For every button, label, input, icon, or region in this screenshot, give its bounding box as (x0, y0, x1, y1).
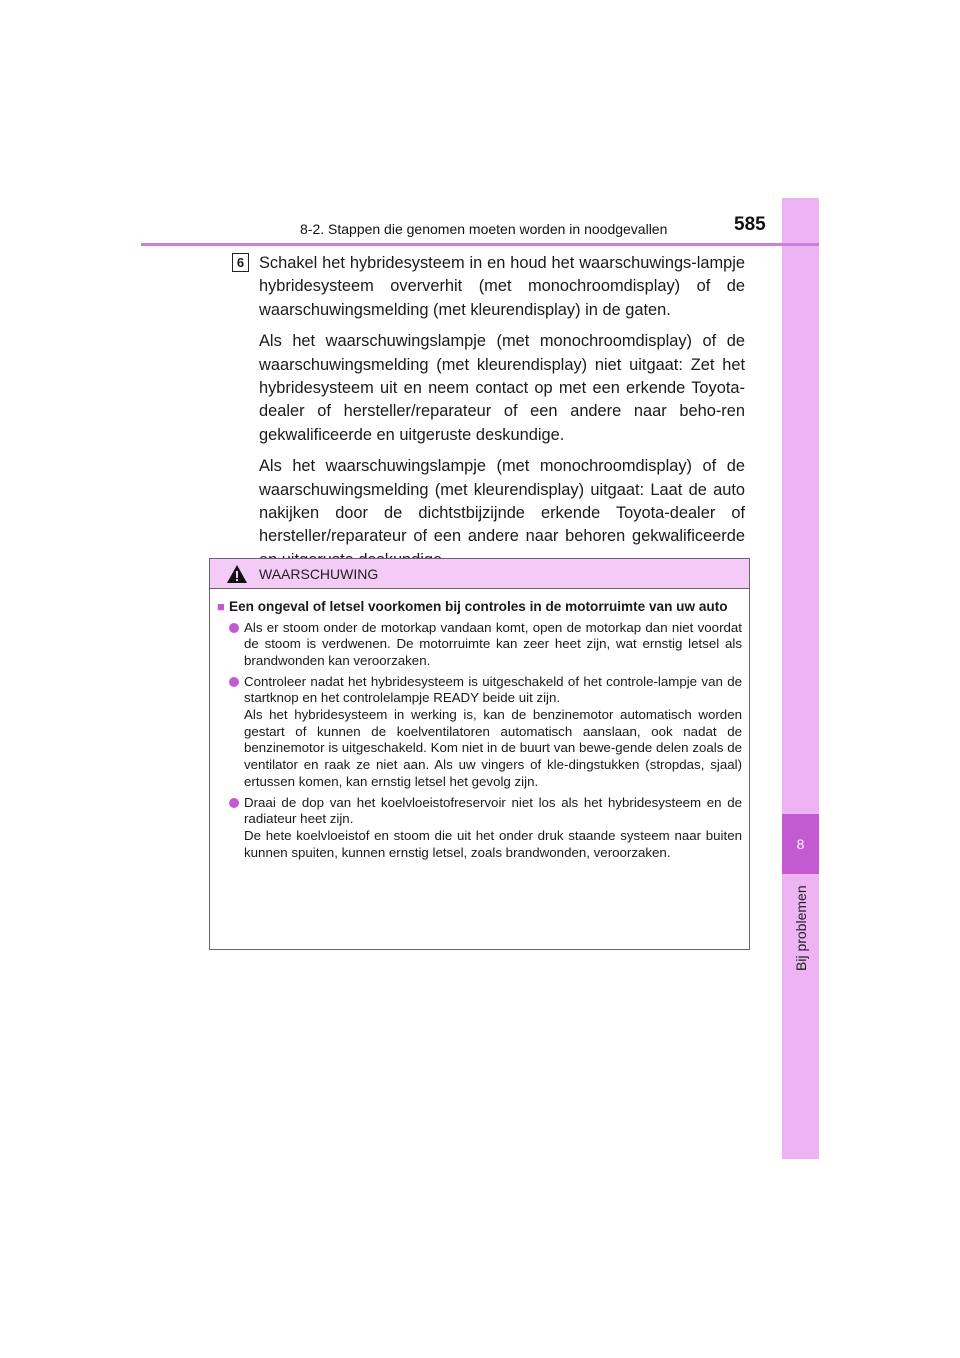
step-paragraph: Schakel het hybridesysteem in en houd het waarschuwings-lampje hybridesysteem oververhit (met monochroomdisplay) of de waarschuwingsmelding (met kleurendisplay) in de gaten. (259, 254, 745, 319)
section-header-title: 8-2. Stappen die genomen moeten worden in noodgevallen (300, 221, 668, 237)
bullet-dot-icon (229, 798, 239, 808)
warning-bullet (217, 620, 742, 670)
header-divider (141, 243, 819, 246)
warning-section-title-text: Een ongeval of letsel voorkomen bij controles in de motorruimte van uw auto (229, 599, 728, 614)
chapter-side-tab (782, 198, 819, 1159)
warning-header (210, 559, 749, 589)
step-paragraph: Als het waarschuwingslampje (met monochroomdisplay) of de waarschuwingsmelding (met kleurendisplay) uitgaat: Laat de auto nakijken door de dichtstbijzijnde erkende Toyota-dealer of hersteller/reparateur of een andere naar behoren gekwalificeerde (259, 457, 745, 546)
bullet-paragraph: Als er stoom onder de motorkap vandaan komt, open de motorkap dan niet voordat de stoom is verdwenen. De motorruimte kan zeer heet zijn, wat ernstig letsel als brandwonden kan veroorzaken. (244, 619, 742, 668)
chapter-label: Bij problemen (793, 885, 809, 971)
warning-content (210, 589, 749, 861)
bullet-paragraph: Controleer nadat het hybridesysteem is uitgeschakeld of het controle-lampje van de startknop en het controlelampje READY beide uit zijn. (244, 673, 742, 706)
bullet-dot-icon (229, 677, 239, 687)
step-number-badge: 6 (232, 253, 249, 272)
warning-triangle-icon (226, 564, 248, 584)
bullet-paragraph: De hete koelvloeistof en stoom die uit het onder druk staande systeem naar buiten kunnen spuiten, kunnen ernstig letsel, zoals brandwonden, veroorzaken. (244, 827, 742, 860)
bullet-paragraph: Als het hybridesysteem in werking is, kan de benzinemotor automatisch worden gestart of kunnen de koelventilatoren automatisch aanslaan, ook nadat de benzinemotor is uitgeschakeld. Kom niet in de buurt van bewe-gende delen zoals de ventilator en raak ze niet aan. Als uw vingers of kle-dingstukken (stropdas, sjaal) ertussen komen, kan ernstig letsel het gevolg zijn. (244, 707, 742, 789)
step-paragraph: Als het waarschuwingslampje (met monochroomdisplay) of de waarschuwingsmelding (met kleurendisplay) niet uitgaat: Zet het hybridesysteem uit en neem contact op met een erkende Toyota-dealer of hersteller/reparateur of een andere naar beho-ren gekwalificeerde en uitgeruste deskundige. (259, 332, 745, 444)
warning-box (209, 558, 750, 950)
square-bullet-icon: ■ (217, 599, 225, 614)
bullet-paragraph: Draai de dop van het koelvloeistofreservoir niet los als het hybridesysteem en de radiateur heet zijn. (244, 794, 742, 827)
warning-bullet (217, 795, 742, 862)
bullet-dot-icon (229, 623, 239, 633)
chapter-number-badge: 8 (782, 814, 819, 874)
warning-bullet (217, 674, 742, 791)
page-number: 585 (734, 214, 766, 235)
step-instructions (259, 252, 745, 580)
warning-section-title (217, 599, 742, 616)
warning-heading: WAARSCHUWING (259, 565, 379, 582)
